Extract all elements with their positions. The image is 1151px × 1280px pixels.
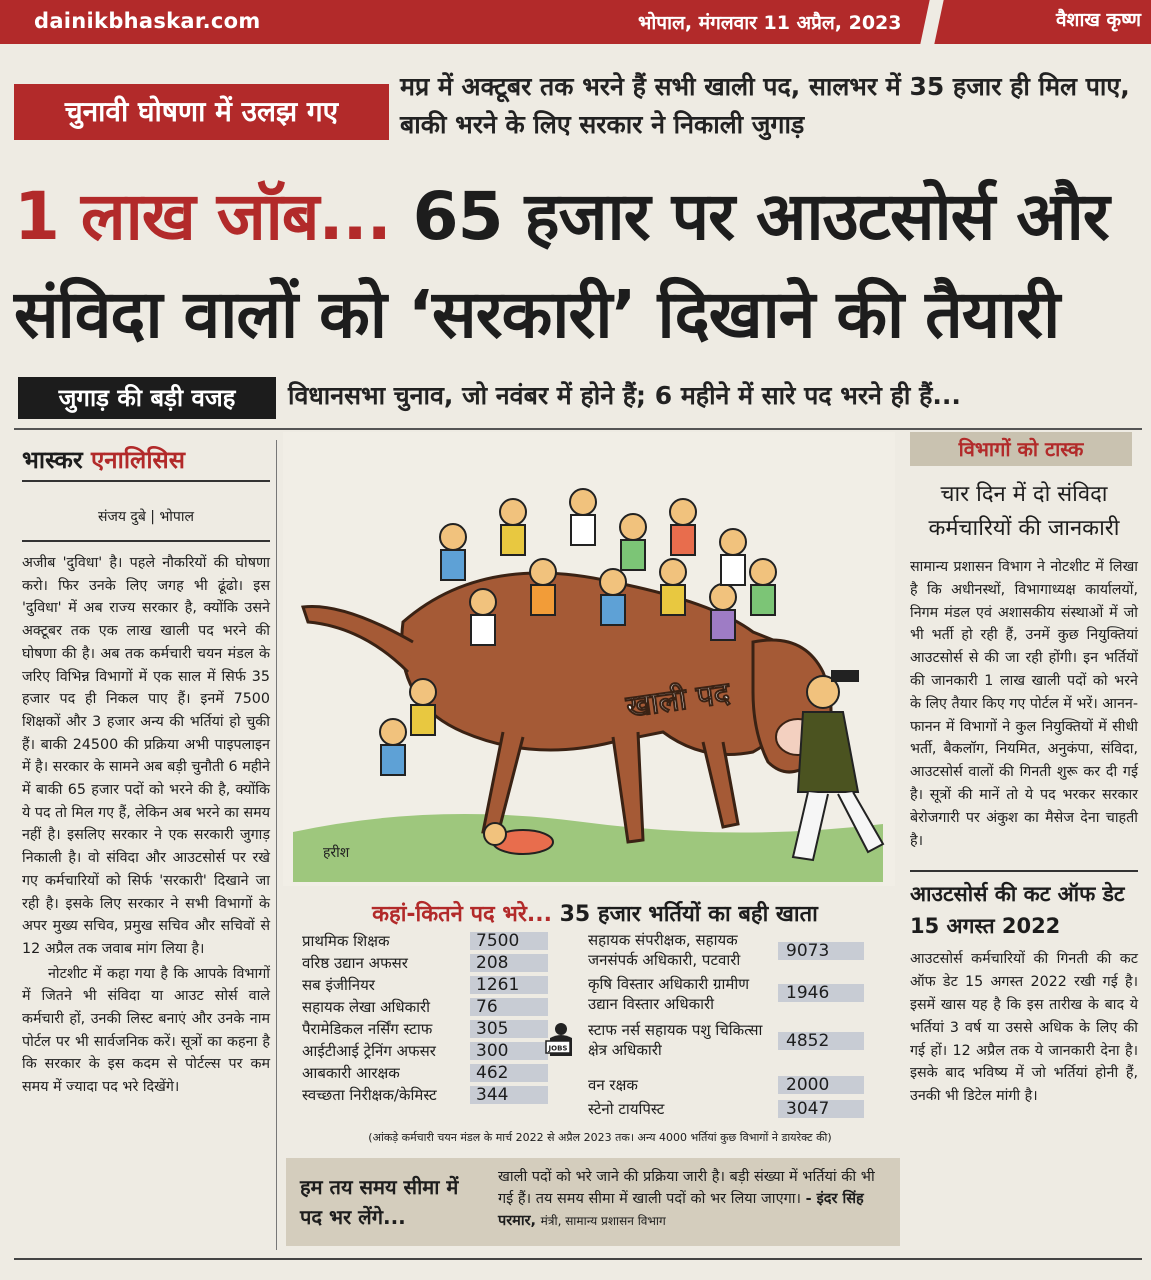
table-row xyxy=(302,974,375,996)
date-line: भोपाल, मंगलवार 11 अप्रैल, 2023 xyxy=(638,12,902,34)
quote-body: खाली पदों को भरे जाने की प्रक्रिया जारी है। बड़ी संख्या में भर्तियां की भी गई हैं। तय समय सीमा में खाली पदों को भर लिया जाएगा। xyxy=(498,1169,875,1207)
row-label: प्राथमिक शिक्षक xyxy=(302,932,390,950)
analysis-tag-red: एनालिसिस xyxy=(91,446,185,474)
bottom-rule xyxy=(14,1258,1142,1260)
row-value: 305 xyxy=(476,1019,509,1039)
row-label: सहायक संपरीक्षक, सहायक जनसंपर्क अधिकारी, पटवारी xyxy=(588,931,741,969)
table-title xyxy=(300,898,890,928)
table-footnote: (आंकड़े कर्मचारी चयन मंडल के मार्च 2022 से अप्रैल 2023 तक। अन्य 4000 भर्तियां कुछ विभागों ने डायरेक्ट की) xyxy=(368,1131,832,1144)
table-row xyxy=(302,1040,436,1062)
section-rule xyxy=(14,428,1142,430)
row-label: स्टेनो टायपिस्ट xyxy=(588,1100,665,1118)
reason-text: विधानसभा चुनाव, जो नवंबर में होने हैं; 6 महीने में सारे पद भरने ही हैं... xyxy=(288,381,961,410)
analysis-body-1: अजीब 'दुविधा' है। पहले नौकरियों की घोषणा करो। फिर उनके लिए जगह भी ढूंढो। इस 'दुविधा' में अब राज्य सरकार है, क्योंकि उसने अक्टूबर तक एक लाख खाली पद भरने की घोषणा की है। अब तक कर्मचारी चयन मंडल के जरिए विभिन्न विभागों में एक साल में सिर्फ 35 हजार पद ही निकल पाए हैं। इनमें 7500 शिक्षकों और 3 हजार अन्य की भर्तियां हो चुकी हैं। बाकी 24500 की प्रक्रिया अभी पाइपलाइन में है। सरकार के सामने अब बड़ी चुनौती 6 महीने में बाकी 65 हजार पदों को भरने की है, क्योंकि ये पद तो मिल गए हैं, लेकिन अब भरने का समय नहीं है। इसलिए सरकार ने एक सरकारी जुगाड़ निकाली है। वो संविदा और आउटसोर्स पर रखे गए कर्मचारियों को सिर्फ 'सरकारी' दिखाने जा रही है। इसके लिए सरकार ने सभी विभागों के अपर मुख्य सचिव, प्रमुख सचिव और सचिवों से 12 अप्रैल तक जवाब मांग लिया है। xyxy=(22,555,270,957)
row-value: 344 xyxy=(476,1085,509,1105)
table-row xyxy=(302,930,390,952)
row-value: 76 xyxy=(476,997,498,1017)
row-value: 300 xyxy=(476,1041,509,1061)
masthead-divider xyxy=(920,0,943,44)
quote-attribution-name: - इंदर सिंह परमार, xyxy=(498,1191,864,1229)
table-title-black: 35 हजार भर्तियों का बही खाता xyxy=(559,902,818,927)
cartoon-signature: हरीश xyxy=(323,845,350,861)
site-name: dainikbhaskar.com xyxy=(34,9,261,33)
row-value: 208 xyxy=(476,953,509,973)
analysis-tag xyxy=(22,440,270,482)
recruitment-table xyxy=(298,930,900,1128)
masthead-bar xyxy=(0,0,1151,44)
table-row xyxy=(302,952,408,974)
row-value: 7500 xyxy=(476,931,520,951)
quote-attribution-role: मंत्री, सामान्य प्रशासन विभाग xyxy=(540,1214,666,1228)
table-row xyxy=(302,996,430,1018)
row-label: वरिष्ठ उद्यान अफसर xyxy=(302,954,408,972)
row-value: 2000 xyxy=(786,1075,830,1095)
reason-tag: जुगाड़ की बड़ी वजह xyxy=(18,377,276,419)
table-row xyxy=(302,1084,437,1106)
jobs-icon xyxy=(544,1022,578,1058)
table-row xyxy=(302,1018,432,1040)
row-value: 1946 xyxy=(786,983,830,1003)
table-row xyxy=(588,1098,664,1120)
cutoff-body: आउटसोर्स कर्मचारियों की गिनती की कट ऑफ डेट 15 अगस्त 2022 रखी गई है। इसमें खास यह है कि इस तारीख के बाद ये भर्तियां 3 वर्ष या उससे अधिक के लिए की गई हों। 12 अप्रैल तक ये जानकारी देना है। इसके बाद भविष्य में जो भर्तियां होनी हैं, उनकी भी डिटेल मांगी है। xyxy=(910,951,1138,1105)
table-row xyxy=(588,1074,638,1096)
row-label: स्वच्छता निरीक्षक/केमिस्ट xyxy=(302,1086,437,1104)
cartoon-label: खाली पद xyxy=(624,675,732,725)
row-label: सहायक लेखा अधिकारी xyxy=(302,998,431,1016)
quote-text xyxy=(498,1166,892,1232)
row-value: 462 xyxy=(476,1063,509,1083)
analysis-column xyxy=(22,440,270,1099)
task-heading: चार दिन में दो संविदा कर्मचारियों की जानकारी xyxy=(928,482,1120,541)
analysis-body-2: नोटशीट में कहा गया है कि आपके विभागों में जितने भी संविदा या आउट सोर्स वाले कर्मचारी हों, उनकी लिस्ट बनाएं और उनके नाम पोर्टल पर भी सार्वजनिक करें। सूत्रों का कहना है कि सरकार के इस कदम से पोर्टल्स पर कम समय में ज्यादा पद भरे दिखेंगे। xyxy=(22,965,270,1096)
table-row xyxy=(588,1020,774,1060)
row-label: आईटीआई ट्रेनिंग अफसर xyxy=(302,1042,436,1060)
cartoon-illustration xyxy=(283,432,895,886)
row-label: कृषि विस्तार अधिकारी ग्रामीण उद्यान विस्तार अधिकारी xyxy=(588,975,750,1013)
row-label: स्टाफ नर्स सहायक पशु चिकित्सा क्षेत्र अधिकारी xyxy=(588,1021,763,1059)
table-row xyxy=(588,974,774,1014)
row-value: 9073 xyxy=(786,941,830,961)
table-row xyxy=(588,930,774,970)
row-value: 4852 xyxy=(786,1031,830,1051)
row-value: 3047 xyxy=(786,1099,830,1119)
row-label: पैरामेडिकल नर्सिंग स्टाफ xyxy=(302,1020,433,1038)
cutoff-heading: आउटसोर्स की कट ऑफ डेट 15 अगस्त 2022 xyxy=(910,870,1138,942)
headline-line2: संविदा वालों को ‘सरकारी’ दिखाने की तैयारी xyxy=(14,276,1060,353)
analysis-tag-black: भास्कर xyxy=(22,446,83,474)
quote-heading: हम तय समय सीमा में पद भर लेंगे... xyxy=(300,1175,459,1229)
row-label: सब इंजीनियर xyxy=(302,976,375,994)
table-title-red: कहां-कितने पद भरे... xyxy=(372,902,552,927)
row-label: वन रक्षक xyxy=(588,1076,638,1094)
task-tag: विभागों को टास्क xyxy=(910,432,1132,466)
kicker-tag: चुनावी घोषणा में उलझ गए xyxy=(14,84,389,140)
main-headline xyxy=(14,168,1144,364)
table-row xyxy=(302,1062,400,1084)
row-label: आबकारी आरक्षक xyxy=(302,1064,400,1082)
headline-red-part: 1 लाख जॉब... xyxy=(14,178,391,255)
byline: संजय दुबे | भोपाल xyxy=(22,482,270,542)
hindu-month: वैशाख कृष्ण xyxy=(1055,9,1141,31)
kicker-subhead: मप्र में अक्टूबर तक भरने हैं सभी खाली पद, सालभर में 35 हजार ही मिल पाए, बाकी भरने के लिए सरकार ने निकाली जुगाड़ xyxy=(400,72,1130,139)
headline-line1-rest: 65 हजार पर आउटसोर्स और xyxy=(412,178,1109,255)
task-body: सामान्य प्रशासन विभाग ने नोटशीट में लिखा है कि अधीनस्थों, विभागाध्यक्ष कार्यालयों, निगम मंडल एवं अशासकीय संस्थाओं में जो भी भर्ती हो रही हैं, उनमें कुछ नियुक्तियां आउटसोर्स से की जा रही होंगी। इन भर्तियों की जानकारी 1 लाख खाली पदों को भरने के लिए तैयार किए गए पोर्टल में भरें। आनन-फानन में विभागों ने कुल नियुक्तियों में सीधी भर्ती, बैकलॉग, नियमित, अनुकंपा, संविदा, आउटसोर्स वालों की गिनती शुरू कर दी गई है। सूत्रों की मानें तो ये पद भरकर सरकार बेरोजगारी पर अंकुश का मैसेज देना चाहती है। xyxy=(910,559,1138,849)
task-column xyxy=(910,432,1138,1108)
row-value: 1261 xyxy=(476,975,520,995)
jobs-icon-label: JOBS xyxy=(548,1044,568,1053)
column-rule xyxy=(276,440,277,1250)
